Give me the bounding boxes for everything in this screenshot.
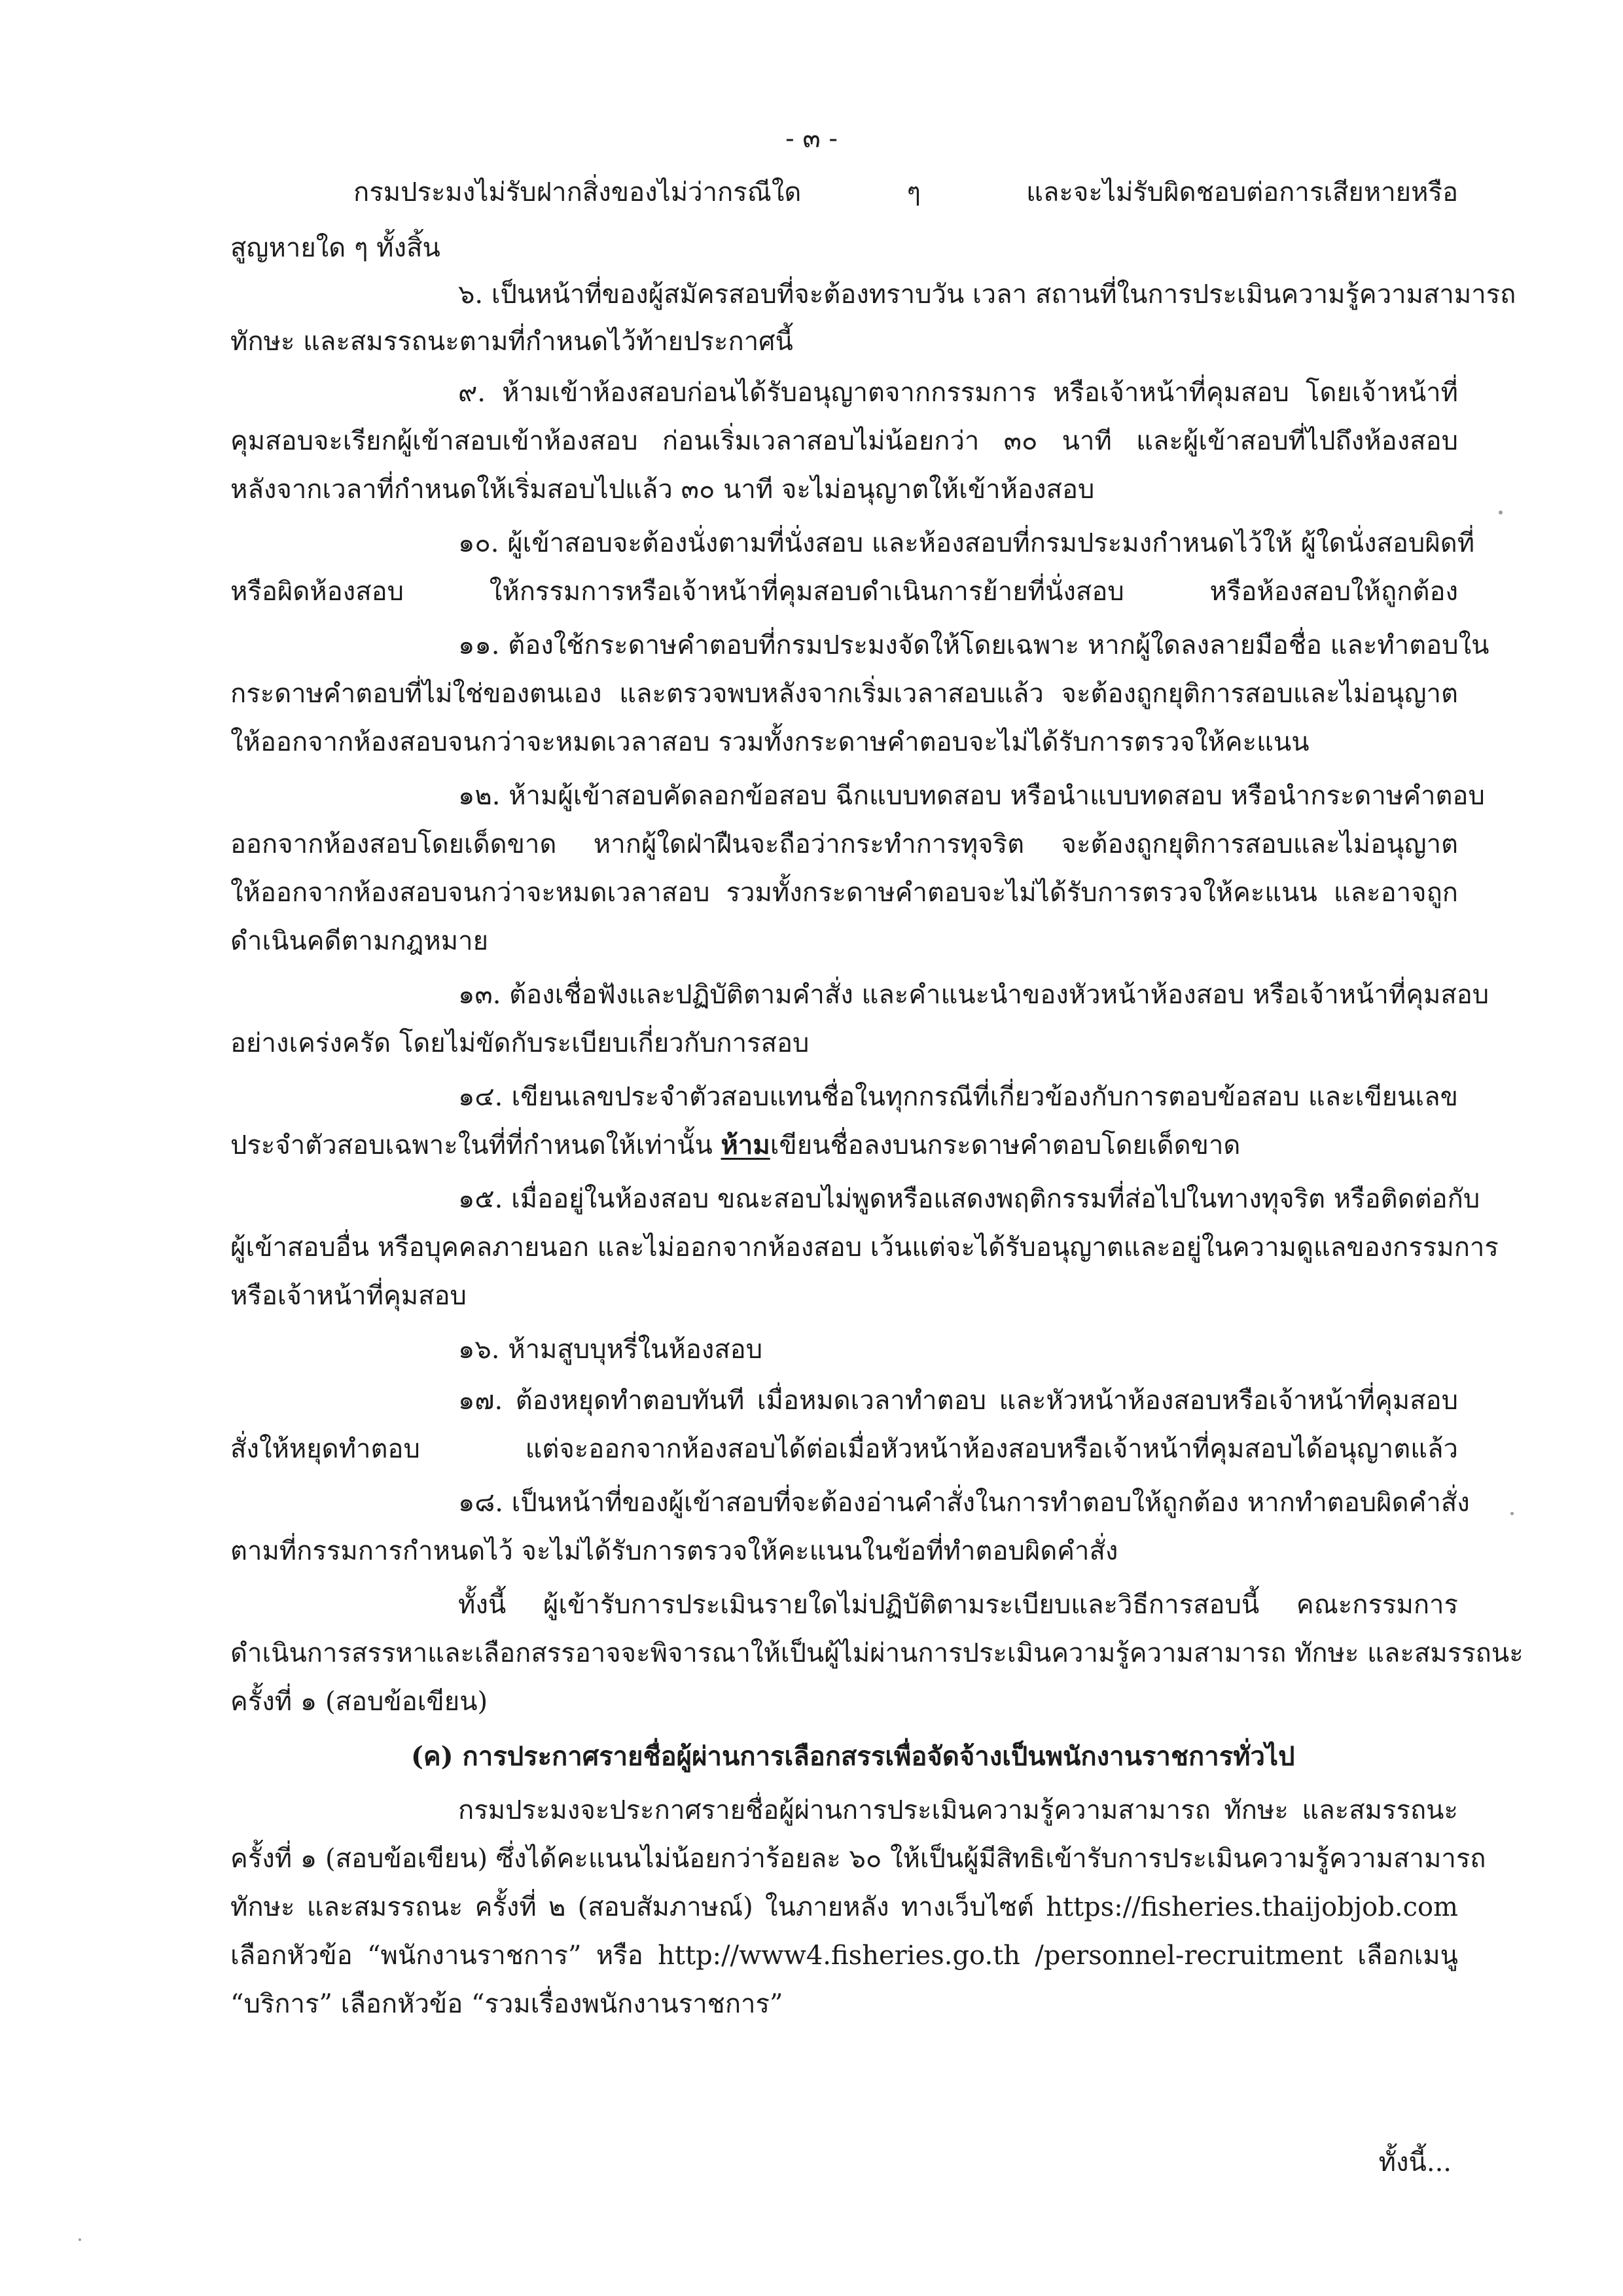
body-line: กระดาษคำตอบที่ไม่ใช่ของตนเอง และตรวจพบหลังจากเริ่มเวลาสอบแล้ว จะต้องถูกยุติการสอบและไม่อนุญาต <box>230 679 1458 709</box>
scan-speck <box>1499 511 1503 514</box>
body-line: กรมประมงไม่รับฝากสิ่งของไม่ว่ากรณีใด ๆ และจะไม่รับผิดชอบต่อการเสียหายหรือ <box>353 177 1458 207</box>
body-line: ๑๕. เมื่ออยู่ในห้องสอบ ขณะสอบไม่พูดหรือแสดงพฤติกรรมที่ส่อไปในทางทุจริต หรือติดต่อกับ <box>458 1184 1480 1214</box>
body-line: ๑๓. ต้องเชื่อฟังและปฏิบัติตามคำสั่ง และคำแนะนำของหัวหน้าห้องสอบ หรือเจ้าหน้าที่คุมสอบ <box>458 980 1489 1010</box>
section-heading: (ค) การประกาศรายชื่อผู้ผ่านการเลือกสรรเพื่อจัดจ้างเป็นพนักงานราชการทั่วไป <box>411 1741 1295 1772</box>
item14-text-before: ประจำตัวสอบเฉพาะในที่ที่กำหนดให้เท่านั้น <box>230 1130 721 1160</box>
item14-text-after: เขียนชื่อลงบนกระดาษคำตอบโดยเด็ดขาด <box>770 1130 1241 1160</box>
body-line: ดำเนินคดีตามกฎหมาย <box>230 926 489 956</box>
body-line: ๑๐. ผู้เข้าสอบจะต้องนั่งตามที่นั่งสอบ และห้องสอบที่กรมประมงกำหนดไว้ให้ ผู้ใดนั่งสอบผิดที่ <box>458 528 1475 558</box>
body-line: ๑๗. ต้องหยุดทำตอบทันที เมื่อหมดเวลาทำตอบ และหัวหน้าห้องสอบหรือเจ้าหน้าที่คุมสอบ <box>458 1386 1458 1416</box>
body-line: กรมประมงจะประกาศรายชื่อผู้ผ่านการประเมินความรู้ความสามารถ ทักษะ และสมรรถนะ <box>458 1795 1458 1825</box>
body-line: เลือกหัวข้อ “พนักงานราชการ” หรือ http://www4.fisheries.go.th /personnel-recruitment เลือกเมนู <box>230 1941 1458 1971</box>
page-number: - ๓ - <box>785 124 838 154</box>
body-line: ๑๒. ห้ามผู้เข้าสอบคัดลอกข้อสอบ ฉีกแบบทดสอบ หรือนำแบบทดสอบ หรือนำกระดาษคำตอบ <box>458 781 1485 811</box>
body-line: ๑๘. เป็นหน้าที่ของผู้เข้าสอบที่จะต้องอ่านคำสั่งในการทำตอบให้ถูกต้อง หากทำตอบผิดคำสั่ง <box>458 1488 1470 1518</box>
body-line: ทักษะ และสมรรถนะตามที่กำหนดไว้ท้ายประกาศนี้ <box>230 327 793 357</box>
body-line: ผู้เข้าสอบอื่น หรือบุคคลภายนอก และไม่ออกจากห้องสอบ เว้นแต่จะได้รับอนุญาตและอยู่ในความดูแลของกรรมการ <box>230 1232 1499 1263</box>
body-line: ครั้งที่ ๑ (สอบข้อเขียน) ซึ่งได้คะแนนไม่น้อยกว่าร้อยละ ๖๐ ให้เป็นผู้มีสิทธิเข้ารับการประเมินความรู้ความสามารถ <box>230 1844 1486 1874</box>
body-line: สูญหายใด ๆ ทั้งสิ้น <box>230 233 440 263</box>
body-line: ดำเนินการสรรหาและเลือกสรรอาจจะพิจารณาให้เป็นผู้ไม่ผ่านการประเมินความรู้ความสามารถ ทักษะ และสมรรถนะ <box>230 1638 1524 1668</box>
body-line: ให้ออกจากห้องสอบจนกว่าจะหมดเวลาสอบ รวมทั้งกระดาษคำตอบจะไม่ได้รับการตรวจให้คะแนน และอาจถูก <box>230 878 1458 908</box>
continuation-note: ทั้งนี้... <box>1378 2147 1452 2178</box>
scan-speck <box>79 2238 81 2241</box>
body-line: ๑๔. เขียนเลขประจำตัวสอบแทนชื่อในทุกกรณีที่เกี่ยวข้องกับการตอบข้อสอบ และเขียนเลข <box>458 1082 1458 1112</box>
body-line: หรือผิดห้องสอบ ให้กรรมการหรือเจ้าหน้าที่คุมสอบดำเนินการย้ายที่นั่งสอบ หรือห้องสอบให้ถูกต้อง <box>230 577 1458 607</box>
body-line: ๖. เป็นหน้าที่ของผู้สมัครสอบที่จะต้องทราบวัน เวลา สถานที่ในการประเมินความรู้ความสามารถ <box>458 279 1516 310</box>
body-line: ๙. ห้ามเข้าห้องสอบก่อนได้รับอนุญาตจากกรรมการ หรือเจ้าหน้าที่คุมสอบ โดยเจ้าหน้าที่ <box>458 378 1458 408</box>
body-line: หรือเจ้าหน้าที่คุมสอบ <box>230 1281 467 1311</box>
body-line: สั่งให้หยุดทำตอบ แต่จะออกจากห้องสอบได้ต่อเมื่อหัวหน้าห้องสอบหรือเจ้าหน้าที่คุมสอบได้อนุญาตแล้ว <box>230 1434 1458 1464</box>
body-line: ตามที่กรรมการกำหนดไว้ จะไม่ได้รับการตรวจให้คะแนนในข้อที่ทำตอบผิดคำสั่ง <box>230 1536 1118 1566</box>
body-line: ๑๖. ห้ามสูบบุหรี่ในห้องสอบ <box>458 1335 763 1365</box>
scan-speck <box>1510 1512 1514 1515</box>
body-line: “บริการ” เลือกหัวข้อ “รวมเรื่องพนักงานราชการ” <box>230 1989 783 2019</box>
body-line-item14 <box>230 1130 1240 1161</box>
body-line: ออกจากห้องสอบโดยเด็ดขาด หากผู้ใดฝ่าฝืนจะถือว่ากระทำการทุจริต จะต้องถูกยุติการสอบและไม่อนุญาต <box>230 829 1458 859</box>
body-line: ทักษะ และสมรรถนะ ครั้งที่ ๒ (สอบสัมภาษณ์) ในภายหลัง ทางเว็บไซต์ https://fisheries.thaijobjob.com <box>230 1892 1458 1922</box>
body-line: ทั้งนี้ ผู้เข้ารับการประเมินรายใดไม่ปฏิบัติตามระเบียบและวิธีการสอบนี้ คณะกรรมการ <box>458 1590 1458 1620</box>
item14-emphasis: ห้าม <box>721 1130 770 1160</box>
body-line: ให้ออกจากห้องสอบจนกว่าจะหมดเวลาสอบ รวมทั้งกระดาษคำตอบจะไม่ได้รับการตรวจให้คะแนน <box>230 727 1310 757</box>
body-line: อย่างเคร่งครัด โดยไม่ขัดกับระเบียบเกี่ยวกับการสอบ <box>230 1028 810 1058</box>
body-line: คุมสอบจะเรียกผู้เข้าสอบเข้าห้องสอบ ก่อนเริ่มเวลาสอบไม่น้อยกว่า ๓๐ นาที และผู้เข้าสอบที่ไปถึงห้องสอบ <box>230 426 1458 456</box>
body-line: ๑๑. ต้องใช้กระดาษคำตอบที่กรมประมงจัดให้โดยเฉพาะ หากผู้ใดลงลายมือชื่อ และทำตอบใน <box>458 630 1489 660</box>
body-line: ครั้งที่ ๑ (สอบข้อเขียน) <box>230 1687 488 1717</box>
body-line: หลังจากเวลาที่กำหนดให้เริ่มสอบไปแล้ว ๓๐ นาที จะไม่อนุญาตให้เข้าห้องสอบ <box>230 475 1095 505</box>
